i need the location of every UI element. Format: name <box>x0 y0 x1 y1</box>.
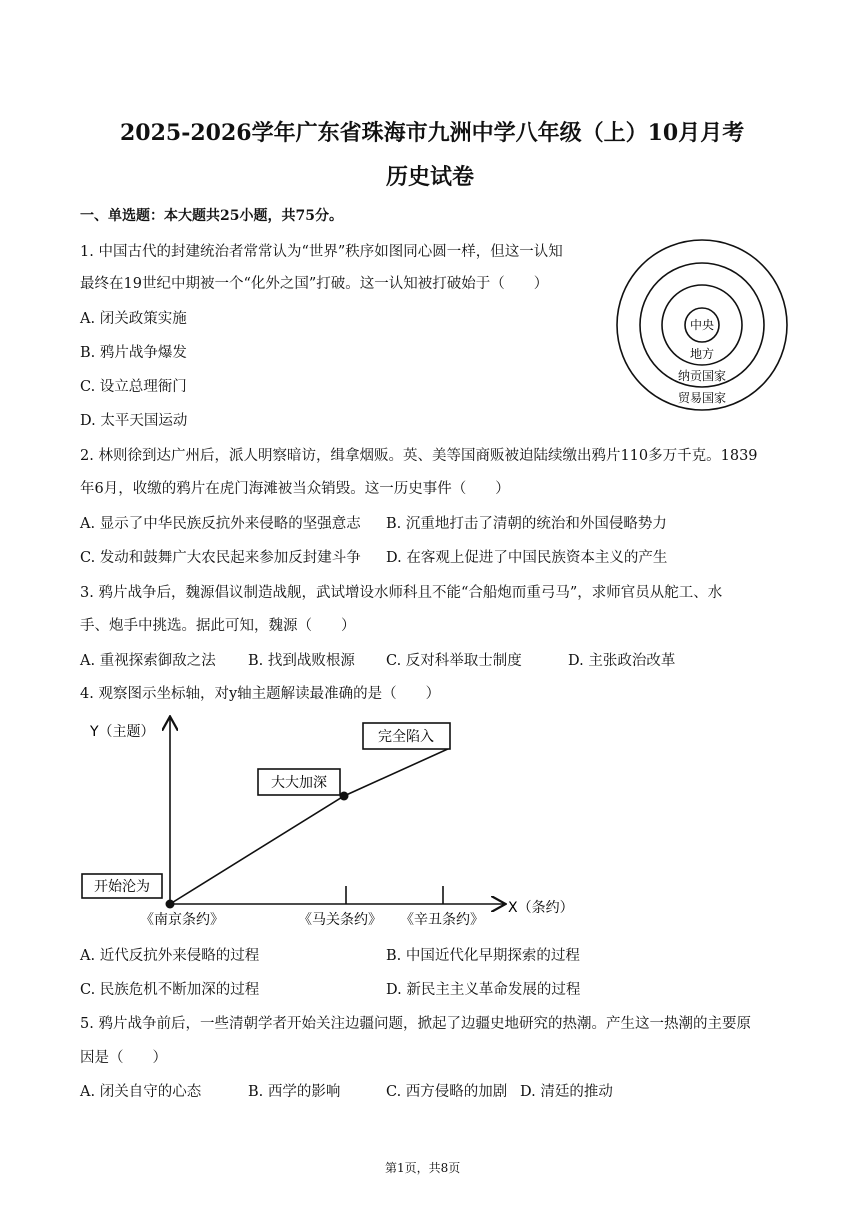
question-3-option-a: A. 重视探索御敌之法 <box>80 653 216 669</box>
question-2-option-d: D. 在客观上促进了中国民族资本主义的产生 <box>386 550 668 566</box>
y-axis-label: Y（主题） <box>90 724 155 740</box>
question-2-stem-line-1: 2. 林则徐到达广州后，派人明察暗访，缉拿烟贩。英、美等国商贩被迫陆续缴出鸦片110多万千克。1839 <box>80 448 758 464</box>
page-title: 2025-2026学年广东省珠海市九洲中学八年级（上）10月月考 <box>120 120 745 146</box>
x-tick-label-nanjing: 《南京条约》 <box>140 912 224 928</box>
question-2-option-c: C. 发动和鼓舞广大农民起来参加反封建斗争 <box>80 550 361 566</box>
circle-label-tributary: 纳贡国家 <box>677 369 727 383</box>
question-5-stem-line-2: 因是（ ） <box>80 1050 167 1066</box>
question-4-option-c: C. 民族危机不断加深的过程 <box>80 982 260 998</box>
section-heading: 一、单选题：本大题共25小题，共75分。 <box>80 208 343 224</box>
circle-label-trade: 贸易国家 <box>677 391 727 405</box>
question-1-stem-line-2: 最终在19世纪中期被一个“化外之国”打破。这一认知被打破始于（ ） <box>80 276 549 292</box>
question-5-option-c: C. 西方侵略的加剧 <box>386 1084 508 1100</box>
point-start <box>166 900 175 909</box>
question-4-option-a: A. 近代反抗外来侵略的过程 <box>80 948 260 964</box>
question-1-option-a: A. 闭关政策实施 <box>80 311 187 327</box>
question-1-option-c: C. 设立总理衙门 <box>80 379 187 395</box>
page-subtitle: 历史试卷 <box>386 164 475 190</box>
question-4-option-d: D. 新民主主义革命发展的过程 <box>386 982 581 998</box>
stage-label-start: 开始沦为 <box>94 879 150 895</box>
question-3-option-c: C. 反对科举取士制度 <box>386 653 522 669</box>
page-footer: 第1页，共8页 <box>385 1161 461 1175</box>
question-5-option-b: B. 西学的影响 <box>248 1084 341 1100</box>
question-2-option-b: B. 沉重地打击了清朝的统治和外国侵略势力 <box>386 516 667 532</box>
question-2-stem-line-2: 年6月，收缴的鸦片在虎门海滩被当众销毁。这一历史事件（ ） <box>80 481 510 497</box>
question-1-stem-line-1: 1. 中国古代的封建统治者常常认为“世界”秩序如图同心圆一样，但这一认知 <box>80 244 563 260</box>
question-3-stem-line-1: 3. 鸦片战争后，魏源倡议制造战舰，武试增设水师科且不能“合船炮而重弓马”，求师官员从舵工、水 <box>80 585 723 601</box>
question-3-stem-line-2: 手、炮手中挑选。据此可知，魏源（ ） <box>80 618 356 634</box>
x-axis-label: X（条约） <box>508 900 574 916</box>
question-5-option-a: A. 闭关自守的心态 <box>80 1084 202 1100</box>
concentric-circles-figure <box>612 235 792 415</box>
x-tick-label-xinchou: 《辛丑条约》 <box>400 912 484 928</box>
stage-label-complete: 完全陷入 <box>378 729 434 745</box>
question-4-stem: 4. 观察图示坐标轴，对y轴主题解读最准确的是（ ） <box>80 686 441 702</box>
question-1-option-b: B. 鸦片战争爆发 <box>80 345 187 361</box>
axis-figure <box>76 710 596 935</box>
x-tick-label-maguan: 《马关条约》 <box>298 912 382 928</box>
stage-label-deepen: 大大加深 <box>271 775 327 791</box>
question-3-option-d: D. 主张政治改革 <box>568 653 676 669</box>
point-deepen <box>340 792 349 801</box>
question-5-stem-line-1: 5. 鸦片战争前后，一些清朝学者开始关注边疆问题，掀起了边疆史地研究的热潮。产生这一热潮的主要原 <box>80 1016 751 1032</box>
question-1-option-d: D. 太平天国运动 <box>80 413 188 429</box>
question-4-option-b: B. 中国近代化早期探索的过程 <box>386 948 580 964</box>
question-2-option-a: A. 显示了中华民族反抗外来侵略的坚强意志 <box>80 516 361 532</box>
question-3-option-b: B. 找到战败根源 <box>248 653 355 669</box>
circle-label-center: 中央 <box>689 318 715 332</box>
question-5-option-d: D. 清廷的推动 <box>520 1084 613 1100</box>
circle-label-local: 地方 <box>689 347 715 361</box>
